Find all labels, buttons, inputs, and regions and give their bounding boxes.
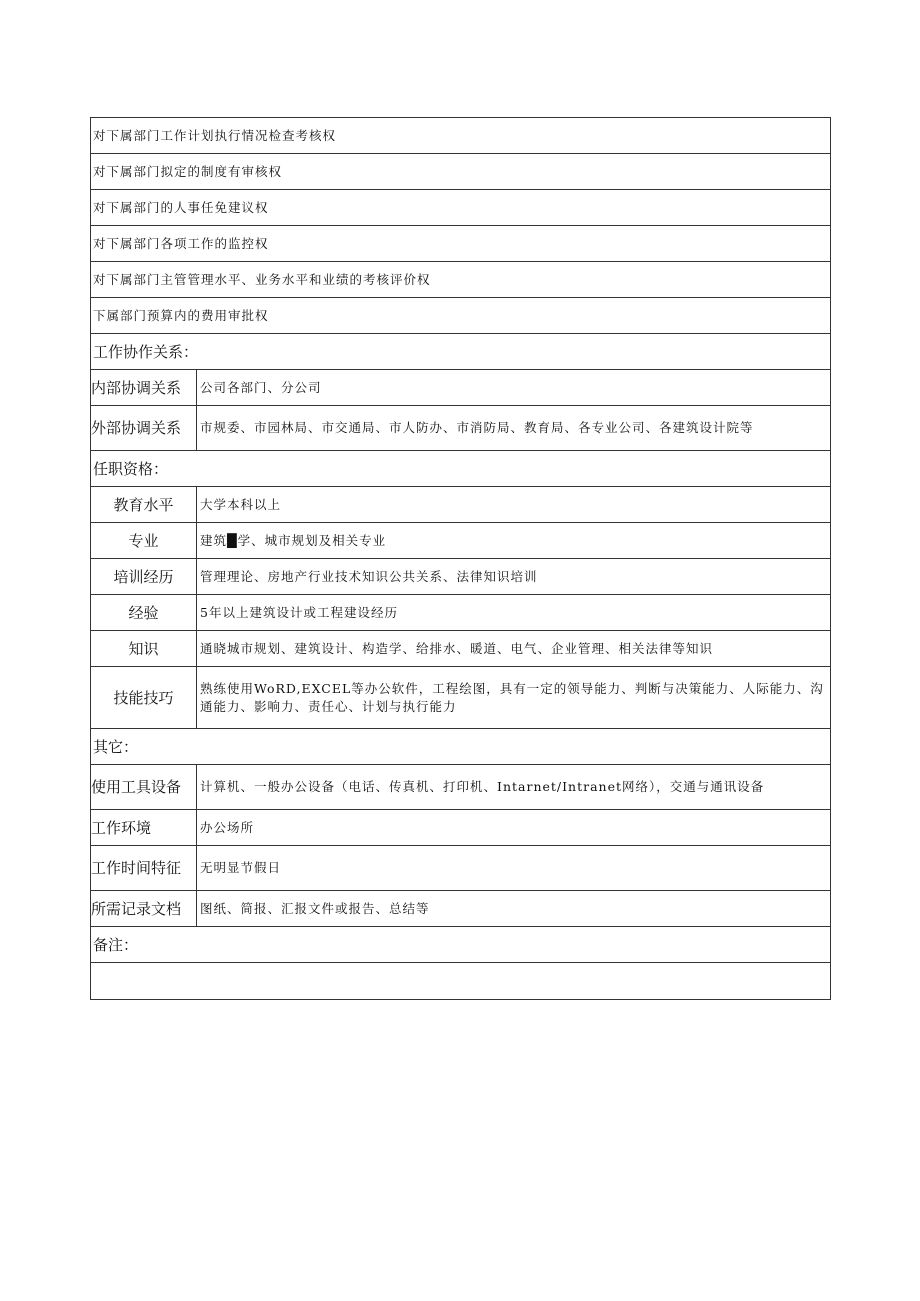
job-description-table	[90, 117, 831, 1000]
field-value: 大学本科以上	[197, 487, 831, 523]
field-value: 熟练使用WoRD,EXCEL等办公软件，工程绘图，具有一定的领导能力、判断与决策能力、人际能力、沟通能力、影响力、责任心、计划与执行能力	[197, 667, 831, 729]
field-row-experience	[91, 595, 831, 631]
authority-row	[91, 262, 831, 298]
field-value: 计算机、一般办公设备（电话、传真机、打印机、Intarnet/Intranet网络），交通与通讯设备	[197, 765, 831, 810]
authority-row	[91, 190, 831, 226]
field-row-education	[91, 487, 831, 523]
authority-row	[91, 154, 831, 190]
authority-text: 对下属部门各项工作的监控权	[91, 226, 831, 262]
authority-text: 下属部门预算内的费用审批权	[91, 298, 831, 334]
field-value: 建筑█学、城市规划及相关专业	[197, 523, 831, 559]
section-header-collaboration	[91, 334, 831, 370]
authority-text: 对下属部门主管管理水平、业务水平和业绩的考核评价权	[91, 262, 831, 298]
field-label: 工作时间特征	[91, 846, 197, 891]
field-row-internal	[91, 370, 831, 406]
authority-text: 对下属部门的人事任免建议权	[91, 190, 831, 226]
remarks-row	[91, 963, 831, 1000]
field-label: 专业	[91, 523, 197, 559]
field-value: 通晓城市规划、建筑设计、构造学、给排水、暖道、电气、企业管理、相关法律等知识	[197, 631, 831, 667]
field-row-environment	[91, 810, 831, 846]
section-title: 任职资格：	[91, 451, 831, 487]
field-row-external	[91, 406, 831, 451]
field-label: 内部协调关系	[91, 370, 197, 406]
section-header-other	[91, 729, 831, 765]
remarks-value	[91, 963, 831, 1000]
field-label: 工作环境	[91, 810, 197, 846]
field-row-docs	[91, 891, 831, 927]
field-value: 图纸、简报、汇报文件或报告、总结等	[197, 891, 831, 927]
authority-text: 对下属部门工作计划执行情况检查考核权	[91, 118, 831, 154]
field-row-skills	[91, 667, 831, 729]
field-value: 公司各部门、分公司	[197, 370, 831, 406]
field-row-time	[91, 846, 831, 891]
field-row-knowledge	[91, 631, 831, 667]
field-label: 外部协调关系	[91, 406, 197, 451]
field-label: 教育水平	[91, 487, 197, 523]
field-value: 办公场所	[197, 810, 831, 846]
authority-text: 对下属部门拟定的制度有审核权	[91, 154, 831, 190]
field-row-tools	[91, 765, 831, 810]
field-label: 经验	[91, 595, 197, 631]
section-title: 备注：	[91, 927, 831, 963]
section-title: 其它：	[91, 729, 831, 765]
field-label: 培训经历	[91, 559, 197, 595]
field-label: 使用工具设备	[91, 765, 197, 810]
field-label: 知识	[91, 631, 197, 667]
field-row-major	[91, 523, 831, 559]
section-header-qualifications	[91, 451, 831, 487]
section-header-remarks	[91, 927, 831, 963]
field-label: 所需记录文档	[91, 891, 197, 927]
field-value: 管理理论、房地产行业技术知识公共关系、法律知识培训	[197, 559, 831, 595]
field-row-training	[91, 559, 831, 595]
field-label: 技能技巧	[91, 667, 197, 729]
authority-row	[91, 118, 831, 154]
field-value: 无明显节假日	[197, 846, 831, 891]
job-description-document	[90, 117, 830, 1000]
authority-row	[91, 226, 831, 262]
authority-row	[91, 298, 831, 334]
section-title: 工作协作关系：	[91, 334, 831, 370]
field-value: 市规委、市园林局、市交通局、市人防办、市消防局、教育局、各专业公司、各建筑设计院等	[197, 406, 831, 451]
field-value: 5年以上建筑设计或工程建设经历	[197, 595, 831, 631]
